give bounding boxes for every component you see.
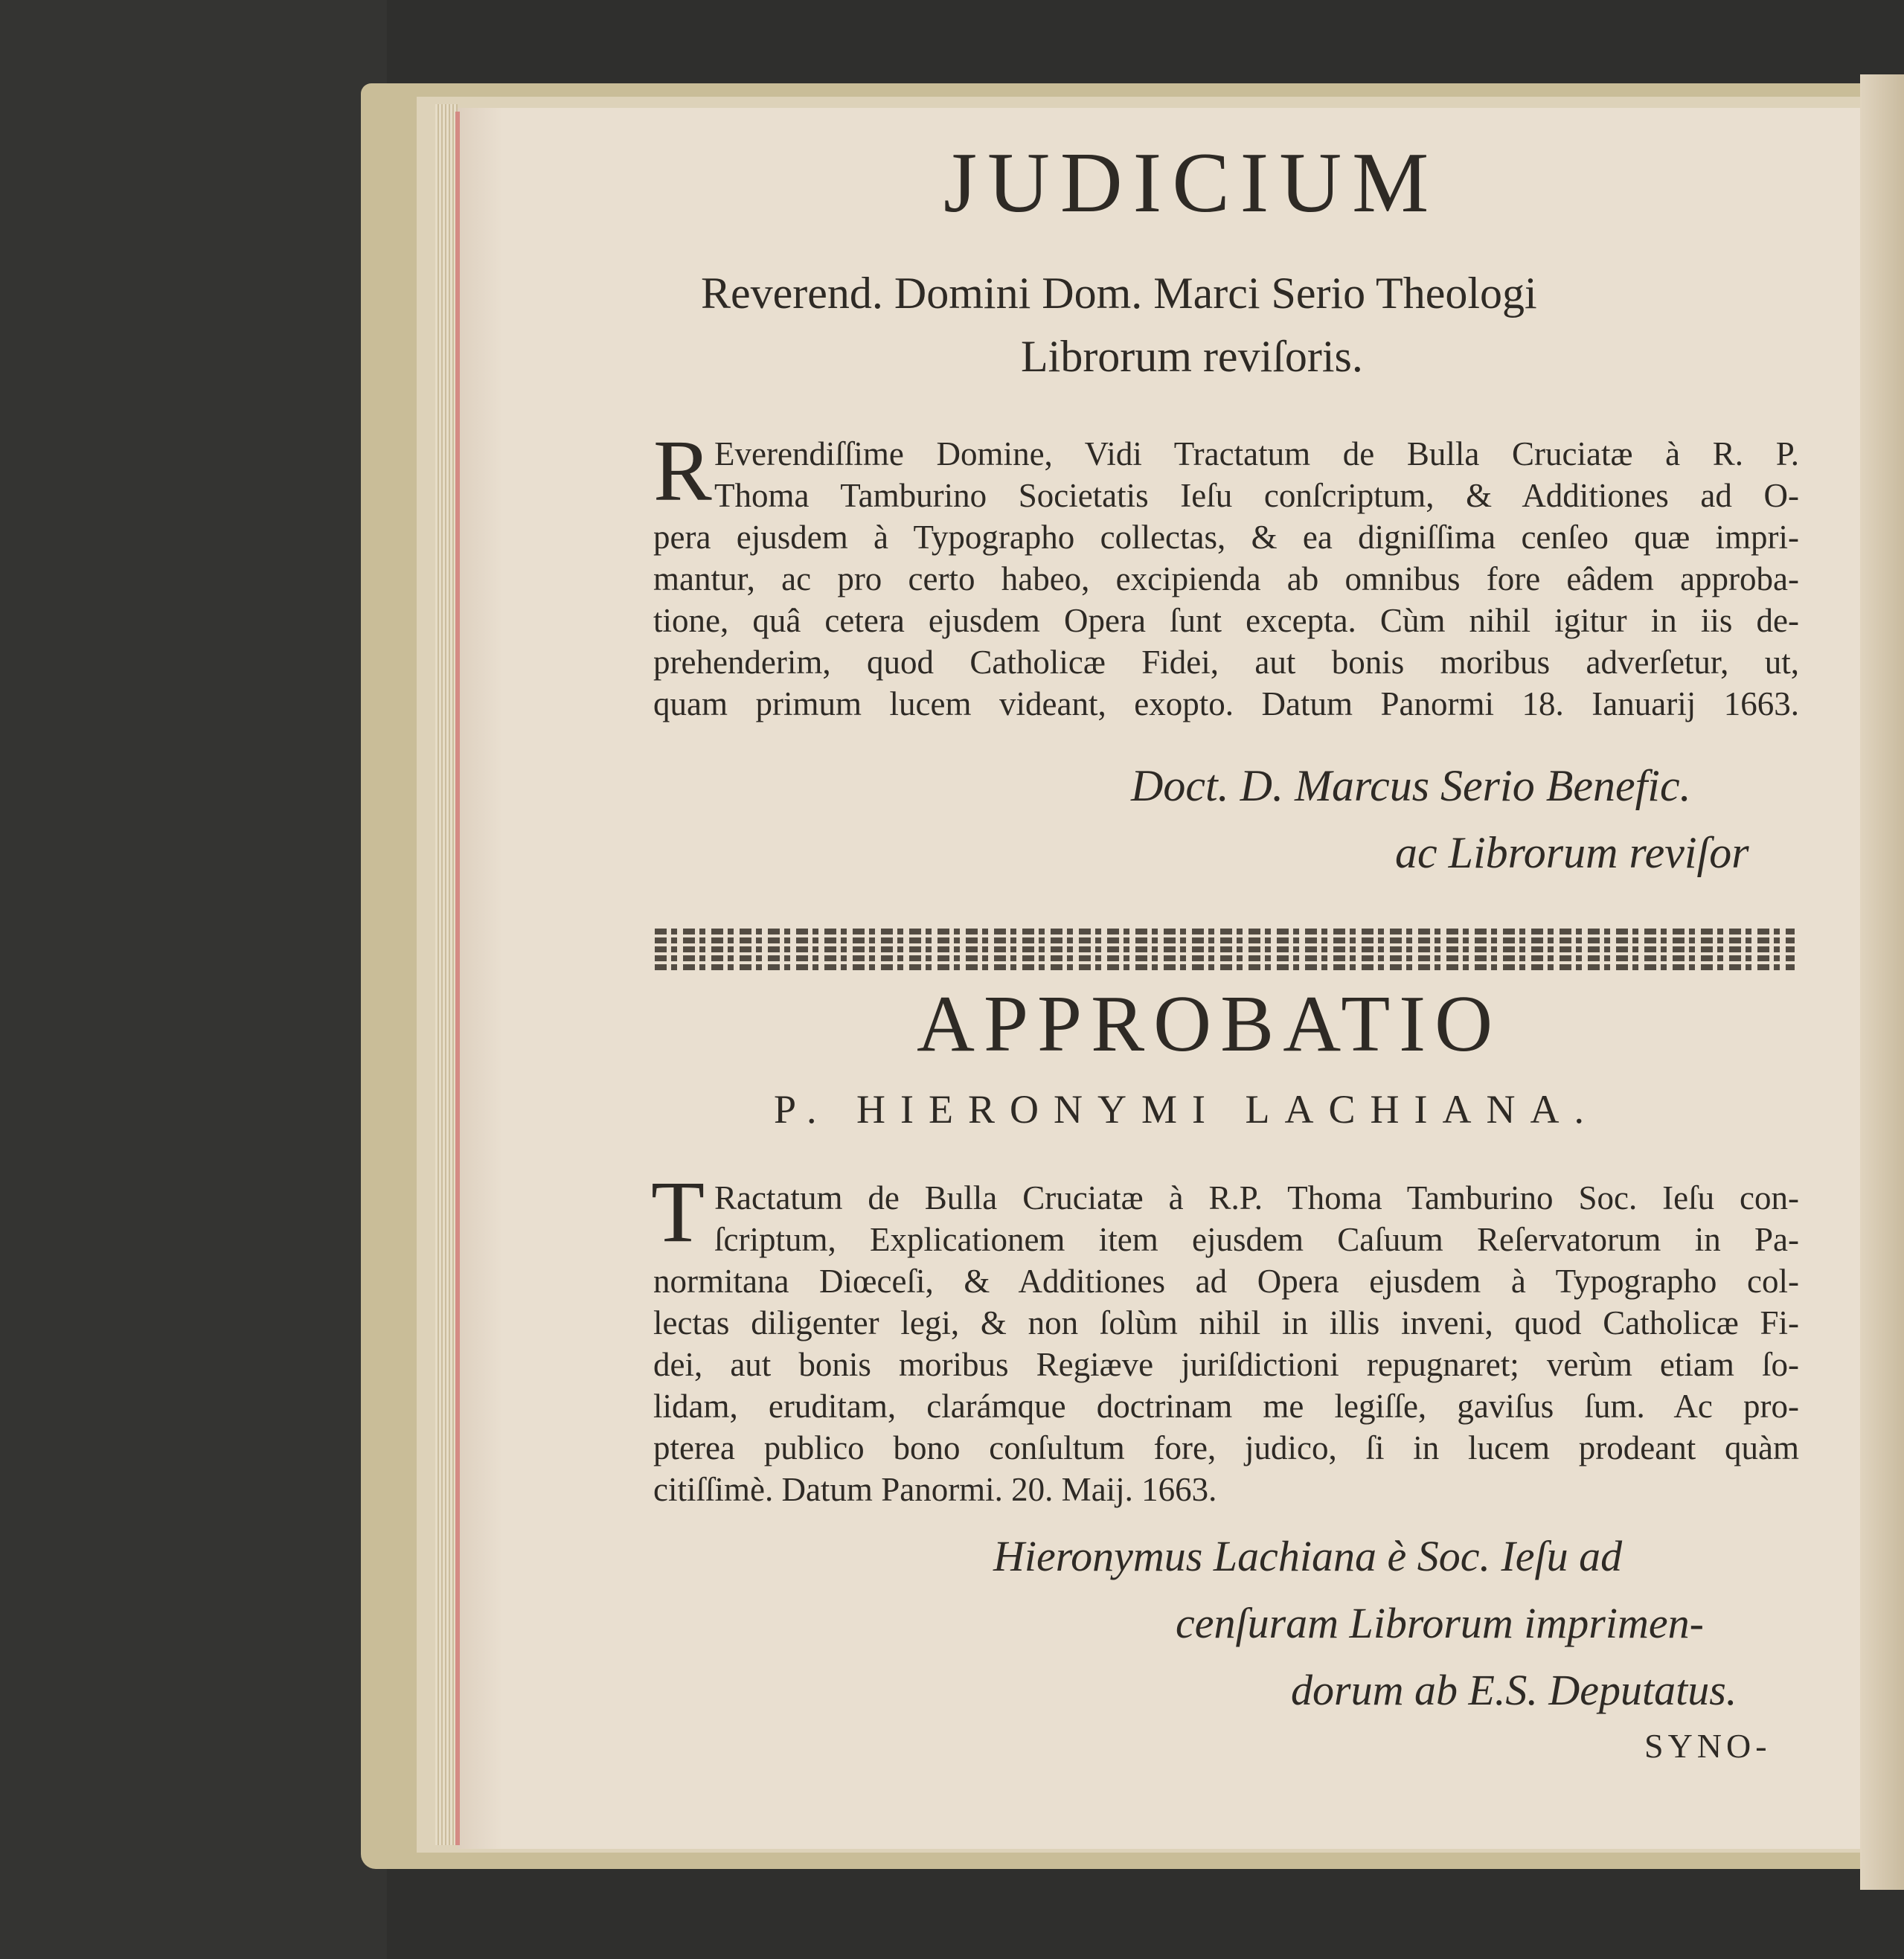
judicium-line-2: Thoma Tamburino Societatis Ieſu conſcriptum, & Additiones ad O-	[714, 477, 1799, 514]
ornamental-divider	[655, 929, 1795, 970]
judicium-line-1: Everendiſſime Domine, Vidi Tractatum de Bulla Cruciatæ à R. P.	[714, 435, 1799, 472]
approbatio-line-7: pterea publico bono conſultum fore, judico, ſi in lucem prodeant quàm	[653, 1429, 1799, 1466]
judicium-subtitle-line1: Reverend. Domini Dom. Marci Serio Theologi	[701, 269, 1537, 318]
approbatio-dropcap: T	[651, 1163, 705, 1260]
judicium-line-7: quam primum lucem videant, exopto. Datum Panormi 18. Ianuarij 1663.	[653, 685, 1799, 722]
approbatio-subtitle: P. HIERONYMI LACHIANA.	[774, 1087, 1599, 1132]
judicium-signature-line1: Doct. D. Marcus Serio Benefic.	[1131, 761, 1691, 810]
approbatio-line-8: citiſſimè. Datum Panormi. 20. Maij. 1663.	[653, 1471, 1217, 1508]
judicium-line-4: mantur, ac pro certo habeo, excipienda ab omnibus fore eâdem approba-	[653, 560, 1799, 597]
approbatio-body	[653, 1177, 1799, 1510]
approbatio-signature-line2: cenſuram Librorum imprimen-	[1176, 1599, 1704, 1647]
page-edges	[435, 104, 458, 1845]
catchword: SYNO-	[1644, 1727, 1772, 1765]
approbatio-line-4: lectas diligenter legi, & non ſolùm nihil in illis inveni, quod Catholicæ Fi-	[653, 1304, 1799, 1341]
judicium-line-3: pera ejusdem à Typographo collectas, & ea digniſſima cenſeo quæ impri-	[653, 519, 1799, 556]
red-page-edge	[455, 112, 460, 1845]
approbatio-line-3: normitana Diœceſi, & Additiones ad Opera ejusdem à Typographo col-	[653, 1263, 1799, 1300]
approbatio-line-6: lidam, eruditam, clarámque doctrinam me legiſſe, gaviſus ſum. Ac pro-	[653, 1388, 1799, 1425]
judicium-subtitle-line2: Librorum reviſoris.	[1021, 332, 1363, 381]
judicium-dropcap: R	[653, 422, 712, 519]
judicium-title: JUDICIUM	[943, 135, 1440, 231]
approbatio-signature-line1: Hieronymus Lachiana è Soc. Ieſu ad	[993, 1532, 1623, 1580]
dark-background	[0, 0, 387, 1959]
approbatio-line-2: ſcriptum, Explicationem item ejusdem Caſuum Reſervatorum in Pa-	[714, 1221, 1799, 1258]
book-gutter	[1860, 74, 1904, 1890]
approbatio-title: APPROBATIO	[917, 980, 1502, 1068]
approbatio-signature-line3: dorum ab E.S. Deputatus.	[1291, 1666, 1737, 1714]
approbatio-line-1: Ractatum de Bulla Cruciatæ à R.P. Thoma Tamburino Soc. Ieſu con-	[714, 1179, 1799, 1216]
judicium-signature-line2: ac Librorum reviſor	[1395, 828, 1749, 877]
judicium-line-5: tione, quâ cetera ejusdem Opera ſunt excepta. Cùm nihil igitur in iis de-	[653, 602, 1799, 639]
judicium-body	[653, 433, 1799, 725]
approbatio-line-5: dei, aut bonis moribus Regiæve juriſdictioni repugnaret; verùm etiam ſo-	[653, 1346, 1799, 1383]
judicium-line-6: prehenderim, quod Catholicæ Fidei, aut bonis moribus adverſetur, ut,	[653, 644, 1799, 681]
